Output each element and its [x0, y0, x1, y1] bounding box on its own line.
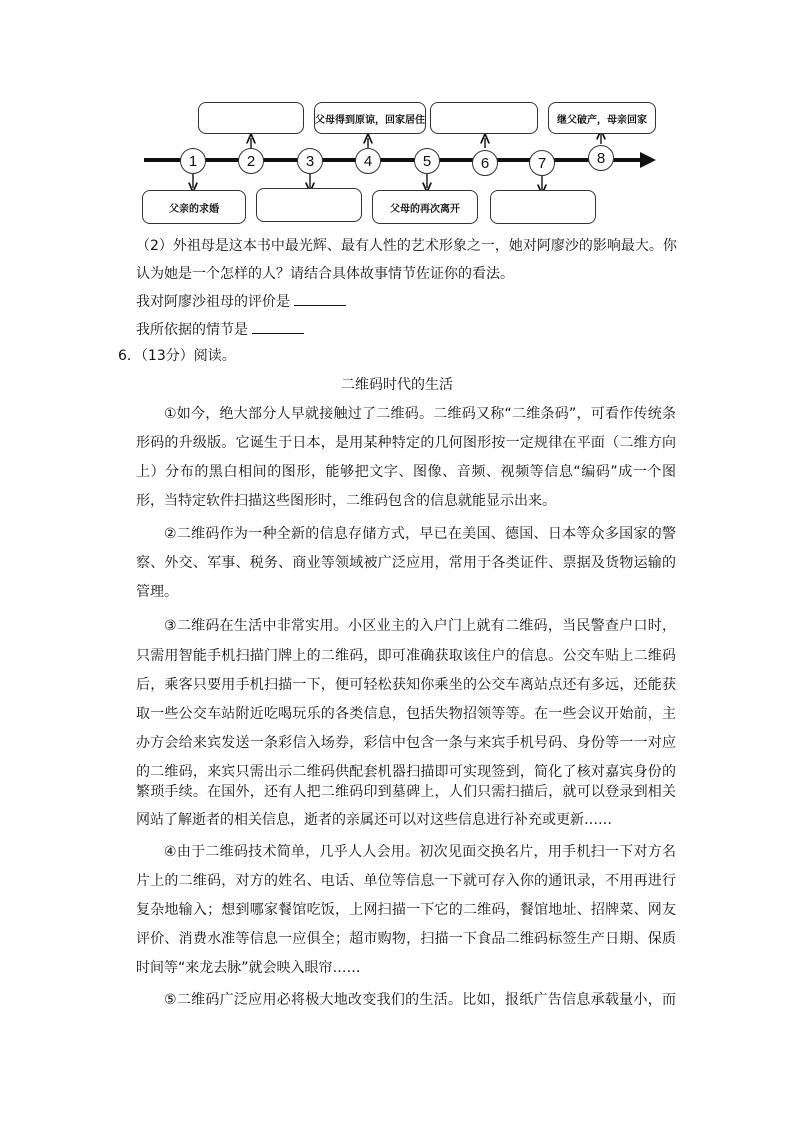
bottom-box-4: [490, 190, 596, 224]
passage-line: 后，乘客只要用手机扫描一下，便可轻松获知你乘坐的公交车离站点还有多远，还能获: [136, 677, 676, 693]
passage-line: ⑤二维码广泛应用必将极大地改变我们的生活。比如，报纸广告信息承载量小，而: [164, 992, 676, 1008]
passage-line: 复杂地输入；想到哪家餐馆吃饭，上网扫描一下它的二维码，餐馆地址、招牌菜、网友: [136, 902, 676, 918]
passage-line: 的二维码，来宾只需出示二维码供配套机器扫描即可实现签到，简化了核对嘉宾身份的: [136, 764, 676, 780]
circle-5: 5: [414, 148, 440, 174]
passage-line: 繁琐手续。在国外，还有人把二维码印到墓碑上，人们只需扫描后，就可以登录到相关: [136, 784, 676, 800]
answer-prompt-2: 我所依据的情节是: [136, 322, 248, 338]
bottom-box-3: 父母的再次离开: [372, 190, 478, 224]
question-2-line-2: 认为她是一个怎样的人？请结合具体故事情节佐证你的看法。: [136, 266, 514, 282]
passage-line: 形码的升级版。它诞生于日本，是用某种特定的几何图形按一定规律在平面（二维方向: [136, 435, 676, 451]
answer-line-2: [136, 320, 304, 340]
passage-line: 只需用智能手机扫描门牌上的二维码，即可准确获取该住户的信息。公交车贴上二维码: [136, 648, 676, 664]
passage-line: 形，当特定软件扫描这些图形时，二维码包含的信息就能显示出来。: [136, 493, 556, 509]
passage-line: 管理。: [136, 584, 178, 600]
top-box-3: [430, 102, 538, 134]
top-box-4: 继父破产，母亲回家: [548, 102, 656, 134]
circle-7: 7: [529, 150, 555, 176]
passage-line: ②二维码作为一种全新的信息存储方式，早已在美国、德国、日本等众多国家的警: [164, 526, 676, 542]
circle-8: 8: [588, 145, 614, 171]
timeline-diagram: [140, 96, 670, 232]
circle-3: 3: [297, 148, 323, 174]
passage-line: 办方会给来宾发送一条彩信入场券，彩信中包含一条与来宾手机号码、身份等一一对应: [136, 735, 676, 751]
top-box-2: 父母得到原谅，回家居住: [314, 102, 426, 134]
passage-line: 评价、消费水准等信息一应俱全；超市购物，扫描一下食品二维码标签生产日期、保质: [136, 931, 676, 947]
passage-line: ③二维码在生活中非常实用。小区业主的入户门上就有二维码，当民警查户口时，: [164, 618, 676, 634]
bottom-box-2: [256, 188, 362, 222]
answer-blank-2[interactable]: [252, 321, 304, 334]
circle-1: 1: [180, 148, 206, 174]
top-box-1: [198, 102, 304, 134]
passage-line: 片上的二维码，对方的姓名、电话、单位等信息一下就可存入你的通讯录，不用再进行: [136, 873, 676, 889]
passage-line: ④由于二维码技术简单，几乎人人会用。初次见面交换名片，用手机扫一下对方名: [164, 844, 676, 860]
circle-4: 4: [355, 148, 381, 174]
passage-line: 时间等“来龙去脉”就会映入眼帘……: [136, 960, 361, 976]
passage-line: 察、外交、军事、税务、商业等领域被广泛应用，常用于各类证件、票据及货物运输的: [136, 555, 676, 571]
answer-line-1: [136, 292, 346, 312]
answer-blank-1[interactable]: [294, 293, 346, 306]
circle-6: 6: [472, 150, 498, 176]
passage-line: 上）分布的黑白相间的图形，能够把文字、图像、音频、视频等信息“编码”成一个图: [136, 464, 676, 480]
passage-line: 取一些公交车站附近吃喝玩乐的各类信息，包括失物招领等等。在一些会议开始前，主: [136, 706, 676, 722]
passage-title: 二维码时代的生活: [341, 377, 453, 393]
bottom-box-1: 父亲的求婚: [142, 190, 246, 224]
passage-line: 网站了解逝者的相关信息，逝者的亲属还可以对这些信息进行补充或更新……: [136, 812, 612, 828]
question-2-line-1: （2）外祖母是这本书中最光辉、最有人性的艺术形象之一，她对阿廖沙的影响最大。你: [136, 238, 677, 254]
question-6-header: 6．（13分）阅读。: [118, 348, 236, 364]
passage-line: ①如今，绝大部分人早就接触过了二维码。二维码又称“二维条码”，可看作传统条: [164, 406, 676, 422]
answer-prompt-1: 我对阿廖沙祖母的评价是: [136, 294, 290, 310]
circle-2: 2: [238, 148, 264, 174]
